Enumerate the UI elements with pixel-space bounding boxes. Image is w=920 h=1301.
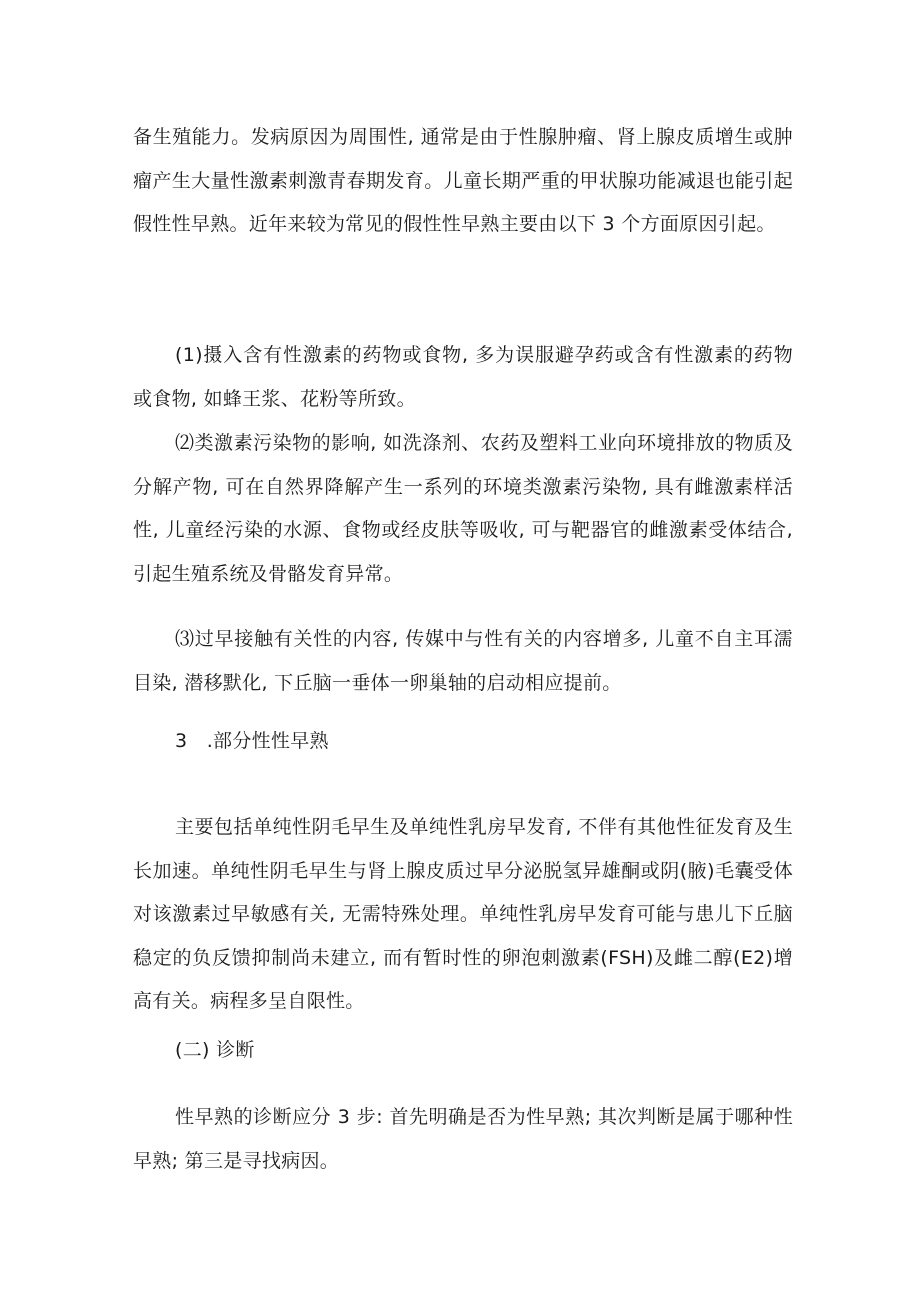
paragraph-diagnosis-steps: 性早熟的诊断应分 3 步: 首先明确是否为性早熟; 其次判断是属于哪种性早熟; 第三是寻找病因。 — [133, 1106, 793, 1172]
section-heading-partial: 3 .部分性性早熟 — [175, 730, 329, 752]
paragraph-item-3: ⑶过早接触有关性的内容, 传媒中与性有关的内容增多, 儿童不自主耳濡目染, 潜移默化, 下丘脑一垂体一卵巢轴的启动相应提前。 — [133, 628, 793, 694]
paragraph-item-1: (1)摄入含有性激素的药物或食物, 多为误服避孕药或含有性激素的药物或食物, 如蜂王浆、花粉等所致。 — [133, 344, 793, 410]
paragraph-partial-description: 主要包括单纯性阴毛早生及单纯性乳房早发育, 不伴有其他性征发育及生长加速。单纯性阴毛早生与肾上腺皮质过早分泌脱氢异雄酮或阴(腋)毛囊受体对该激素过早敏感有关, 无需特殊处理。单纯性乳房早发育可能与患儿下丘脑稳定的负反馈抑制尚未建立, 而有暂时性的卵泡刺激素(FSH)及雌二醇(E2)增高有关。病程多呈自限性。 — [133, 816, 793, 1012]
section-heading-diagnosis: (二) 诊断 — [175, 1039, 255, 1061]
paragraph-item-2: ⑵类激素污染物的影响, 如洗涤剂、农药及塑料工业向环境排放的物质及分解产物, 可在自然界降解产生一系列的环境类激素污染物, 具有雌激素样活性, 儿童经污染的水源、食物或经皮肤等吸收, 可与靶器官的雌激素受体结合, 引起生殖系统及骨骼发育异常。 — [133, 432, 793, 585]
paragraph-causes: 备生殖能力。发病原因为周围性, 通常是由于性腺肿瘤、肾上腺皮质增生或肿瘤产生大量性激素刺激青春期发育。儿童长期严重的甲状腺功能减退也能引起假性性早熟。近年来较为常见的假性性早熟主要由以下 3 个方面原因引起。 — [133, 126, 793, 235]
